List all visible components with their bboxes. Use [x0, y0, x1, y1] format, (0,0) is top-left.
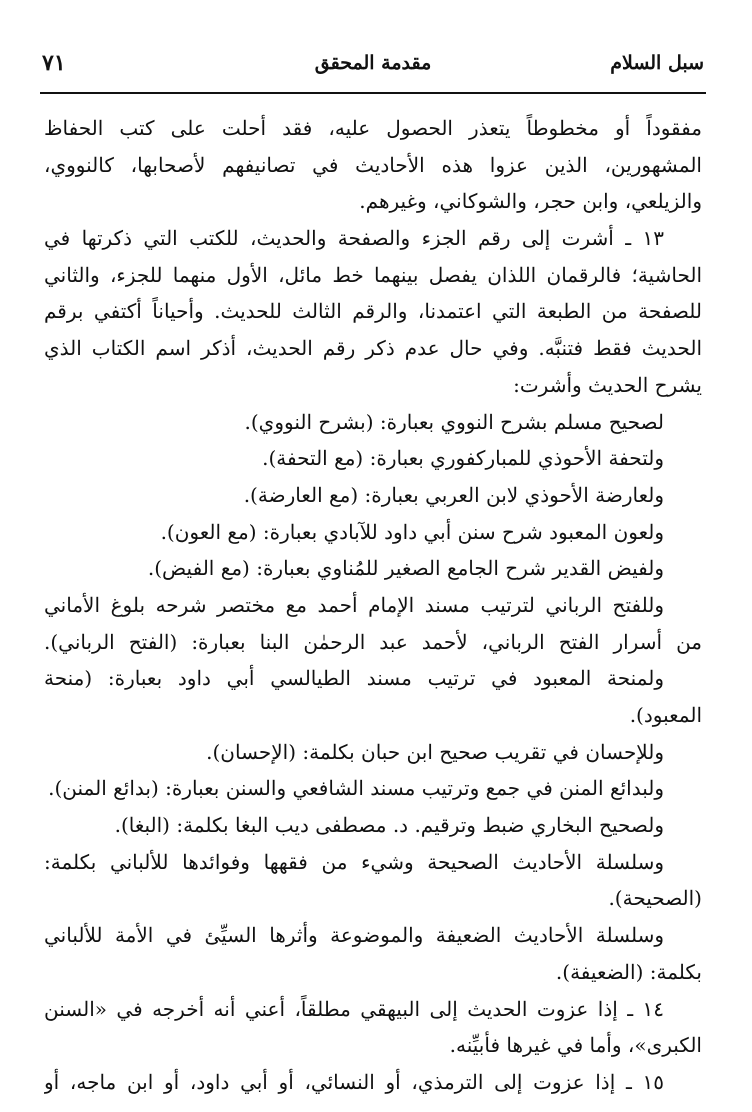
book-title: سبل السلام — [610, 52, 704, 74]
text-line: وسلسلة الأحاديث الضعيفة والموضوعة وأثرها السيِّئ في الأمة للألباني — [44, 923, 664, 948]
text-line: لصحيح مسلم بشرح النووي بعبارة: (بشرح النووي). — [244, 409, 664, 434]
text-line: وسلسلة الأحاديث الصحيحة وشيء من فقهها وفوائدها للألباني بكلمة: — [44, 849, 664, 874]
text-line: المعبود). — [629, 703, 702, 727]
page-body — [44, 110, 702, 1101]
text-line: وللفتح الرباني لترتيب مسند الإمام أحمد مع مختصر شرحه بلوغ الأماني — [44, 592, 664, 617]
text-line: الكبرى»، وأما في غيرها فأبيِّنه. — [449, 1033, 702, 1058]
section-title: مقدمة المحقق — [314, 52, 432, 74]
text-line: من أسرار الفتح الرباني، لأحمد عبد الرحمٰن البنا بعبارة: (الفتح الرباني). — [44, 629, 702, 654]
text-line: ولعارضة الأحوذي لابن العربي بعبارة: (مع العارضة). — [243, 482, 664, 507]
text-line: الحديث فقط فتنبَّه. وفي حال عدم ذكر رقم الحديث، أذكر اسم الكتاب الذي — [44, 336, 702, 361]
text-line: ولبدائع المنن في جمع وترتيب مسند الشافعي والسنن بعبارة: (بدائع المنن). — [48, 776, 664, 801]
text-line: ولعون المعبود شرح سنن أبي داود للآبادي بعبارة: (مع العون). — [160, 519, 664, 544]
text-line: المشهورين، الذين عزوا هذه الأحاديث في تصانيفهم لأصحابها، كالنووي، — [44, 152, 702, 177]
text-line: ١٥ ـ إذا عزوت إلى الترمذي، أو النسائي، أو أبي داود، أو ابن ماجه، أو — [44, 1069, 664, 1094]
text-line: (الصحيحة). — [608, 886, 702, 911]
text-line: الحاشية؛ فالرقمان اللذان يفصل بينهما خط مائل، الأول منهما للجزء، والثاني — [44, 262, 702, 287]
page-number: ٧١ — [42, 50, 66, 76]
text-line: وللإحسان في تقريب صحيح ابن حبان بكلمة: (الإحسان). — [206, 739, 664, 764]
text-line: ولتحفة الأحوذي للمباركفوري بعبارة: (مع التحفة). — [262, 446, 664, 471]
text-line: ١٤ ـ إذا عزوت الحديث إلى البيهقي مطلقاً، أعني أنه أخرجه في «السنن — [44, 996, 664, 1021]
text-line: ١٣ ـ أشرت إلى رقم الجزء والصفحة والحديث، للكتب التي ذكرتها في — [44, 226, 664, 251]
text-line: ولصحيح البخاري ضبط وترقيم. د. مصطفى ديب البغا بكلمة: (البغا). — [114, 813, 664, 838]
text-line: ولفيض القدير شرح الجامع الصغير للمُناوي بعبارة: (مع الفيض). — [147, 556, 664, 581]
text-line: بكلمة: (الضعيفة). — [555, 959, 702, 984]
text-line: للصفحة من الطبعة التي اعتمدنا، والرقم الثالث للحديث. وأحياناً أكتفي برقم — [44, 299, 702, 324]
text-line: ولمنحة المعبود في ترتيب مسند الطيالسي أبي داود بعبارة: (منحة — [44, 666, 664, 691]
page-header — [40, 44, 706, 94]
text-line: يشرح الحديث وأشرت: — [513, 372, 702, 397]
text-line: مفقوداً أو مخطوطاً يتعذر الحصول عليه، فقد أحلت على كتب الحفاظ — [44, 116, 702, 140]
text-line: والزيلعي، وابن حجر، والشوكاني، وغيرهم. — [359, 189, 702, 214]
